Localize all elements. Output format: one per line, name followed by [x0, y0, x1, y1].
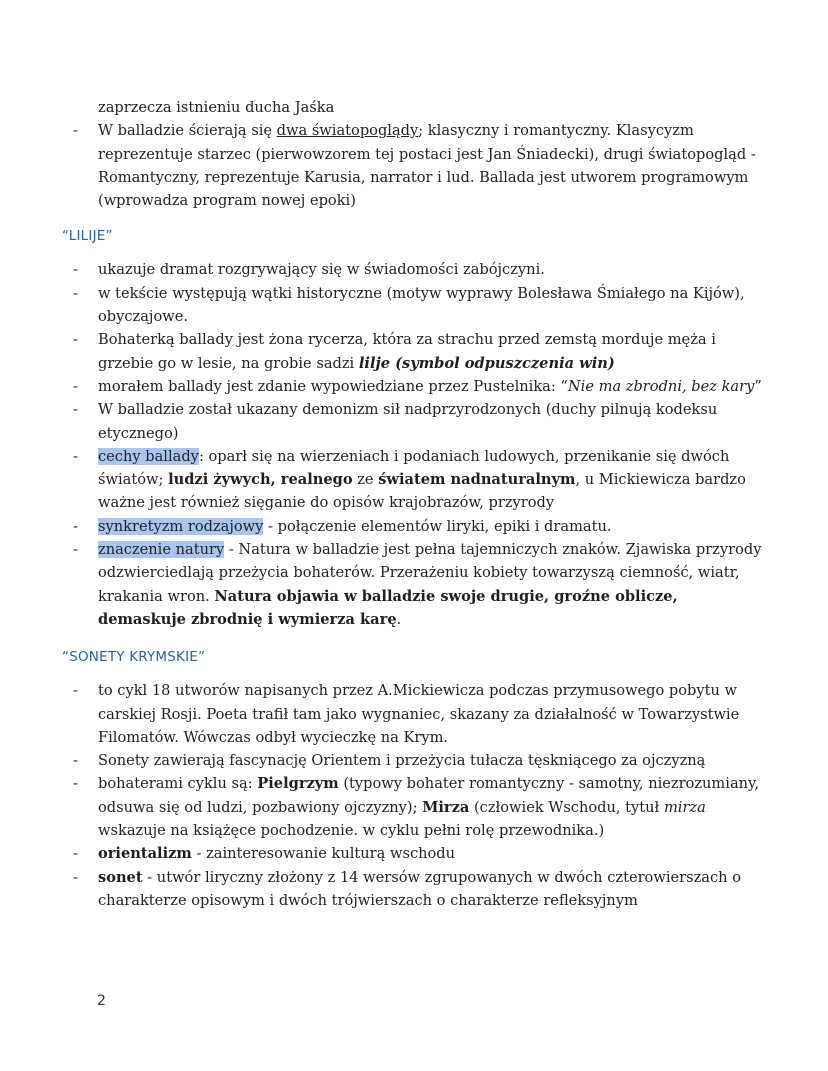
text-run: - zainteresowanie kulturą wschodu — [191, 845, 456, 863]
text-run: wskazuje na książęce pochodzenie. w cyklu pełni rolę przewodnika.) — [98, 822, 605, 840]
heading-sonety-krymskie: “SONETY KRYMSKIE” — [62, 649, 206, 666]
bold-term: Pielgrzym — [257, 775, 339, 793]
text-run: . — [396, 610, 402, 628]
bullet-dash: - — [73, 377, 78, 395]
text-run: - utwór liryczny złożony z 14 wersów zgrupowanych w dwóch czterowierszach o charakterze opisowym i dwóch trójwierszach o charakterze refleksyjnym — [98, 868, 741, 909]
list-item-text — [98, 772, 762, 842]
list-item — [62, 375, 762, 398]
bullet-dash: - — [73, 541, 78, 559]
list-item — [62, 772, 762, 842]
text-run: morałem ballady jest zdanie wypowiedziane przez Pustelnika: “ — [98, 377, 568, 395]
text-run: ; klasyczny i romantyczny. Klasycyzm reprezentuje starzec (pierwowzorem tej postaci jest Jan Śniadecki), drugi światopogląd - Romantyczny, reprezentuje Karusia, narrator i lud. Ballada jest utworem programowym (wprowadza program nowej epoki) — [98, 122, 756, 210]
list-item — [62, 515, 762, 538]
highlighted-term: znaczenie natury — [98, 541, 225, 559]
highlighted-term: synkretyzm rodzajowy — [98, 517, 264, 535]
list-item-text: to cykl 18 utworów napisanych przez A.Mickiewicza podczas przymusowego pobytu w carskiej Rosji. Poeta trafił tam jako wygnaniec, skazany za działalność w Towarzystwie Filomatów. Wówczas odbył wycieczkę na Krym. — [98, 682, 740, 746]
bold-term: sonet — [98, 868, 143, 886]
bullet-dash: - — [73, 868, 78, 886]
list-item — [62, 398, 762, 445]
italic-quote: Nie ma zbrodni, bez kary — [567, 377, 755, 395]
text-run: W balladzie ścierają się — [98, 122, 277, 140]
text-run: (człowiek Wschodu, tytuł — [469, 798, 664, 816]
bullet-dash: - — [73, 401, 78, 419]
list-item — [62, 328, 762, 375]
list-item-text — [98, 445, 762, 515]
list-item-worldviews — [62, 119, 762, 212]
text-run: , u Mickiewicza bardzo ważne jest również sięganie do opisów krajobrazów, przyrody — [98, 471, 746, 512]
underlined-term: dwa światopoglądy — [276, 122, 419, 140]
list-item — [62, 538, 762, 631]
list-item-text: ukazuje dramat rozgrywający się w świadomości zabójczyni. — [98, 261, 545, 279]
list-item-text — [98, 328, 762, 375]
list-item-text: w tekście występują wątki historyczne (motyw wyprawy Bolesława Śmiałego na Kijów), obyczajowe. — [98, 284, 745, 326]
bold-term: ludzi żywych, realnego — [168, 471, 353, 489]
bullet-dash: - — [73, 261, 78, 279]
bullet-dash: - — [73, 447, 78, 465]
continuation-line: zaprzecza istnieniu ducha Jaśka — [98, 99, 335, 116]
bold-term: orientalizm — [98, 845, 192, 863]
bullet-dash: - — [73, 331, 78, 349]
list-item-text — [98, 375, 762, 398]
list-item — [62, 258, 762, 281]
text-run: : oparł się na wierzeniach i podaniach ludowych, przenikanie się dwóch światów; — [98, 447, 730, 489]
bullet-dash: - — [73, 752, 78, 770]
text-run: bohaterami cyklu są: — [98, 775, 258, 793]
bold-term: Mirza — [422, 798, 470, 816]
bullet-dash: - — [73, 682, 78, 700]
bullet-dash: - — [73, 845, 78, 863]
text-run: - połączenie elementów liryki, epiki i dramatu. — [263, 517, 612, 535]
bold-term: Natura objawia w balladzie swoje drugie, groźne oblicze, demaskuje zbrodnię i wymierza karę — [98, 587, 678, 628]
text-run: ze — [352, 471, 379, 489]
list-item — [62, 749, 762, 772]
list-item — [62, 679, 762, 749]
bold-term: światem nadnaturalnym — [378, 471, 576, 489]
list-item-text: Sonety zawierają fascynację Orientem i przeżycia tułacza tęskniącego za ojczyzną — [98, 752, 706, 770]
italic-term: mirza — [663, 798, 706, 816]
list-item-text — [98, 119, 762, 212]
list-item-text — [98, 842, 762, 865]
text-run: - Natura w balladzie jest pełna tajemniczych znaków. Zjawiska przyrody odzwierciedlają przeżycia bohaterów. Przerażeniu kobiety towarzyszą ciemność, wiatr, krakania wron. — [98, 541, 762, 605]
list-item-text — [98, 538, 762, 631]
text-run: Bohaterką ballady jest żona rycerza, która za strachu przed zemstą morduje męża i grzebie go w lesie, na grobie sadzi — [98, 331, 716, 372]
list-item-text: W balladzie został ukazany demonizm sił nadprzyrodzonych (duchy pilnują kodeksu etycznego) — [98, 401, 718, 442]
bullet-dash: - — [73, 775, 78, 793]
list-item — [62, 282, 762, 329]
bullet-dash: - — [73, 284, 78, 302]
bullet-dash: - — [73, 517, 78, 535]
bullet-dash: - — [73, 122, 78, 140]
list-item-text — [98, 866, 762, 913]
text-run: (typowy bohater romantyczny - samotny, niezrozumiany, odsuwa się od ludzi, pozbawiony ojczyzny); — [98, 775, 759, 816]
bold-italic-term: lilje (symbol odpuszczenia win) — [358, 354, 615, 372]
page-content — [62, 96, 762, 912]
page-number: 2 — [97, 993, 106, 1009]
list-item — [62, 445, 762, 515]
text-run: ” — [754, 377, 762, 395]
list-item — [62, 866, 762, 913]
highlighted-term: cechy ballady — [98, 447, 199, 465]
list-item-text — [98, 515, 762, 538]
list-item — [62, 842, 762, 865]
heading-lilie: “LILIJE” — [62, 228, 113, 245]
